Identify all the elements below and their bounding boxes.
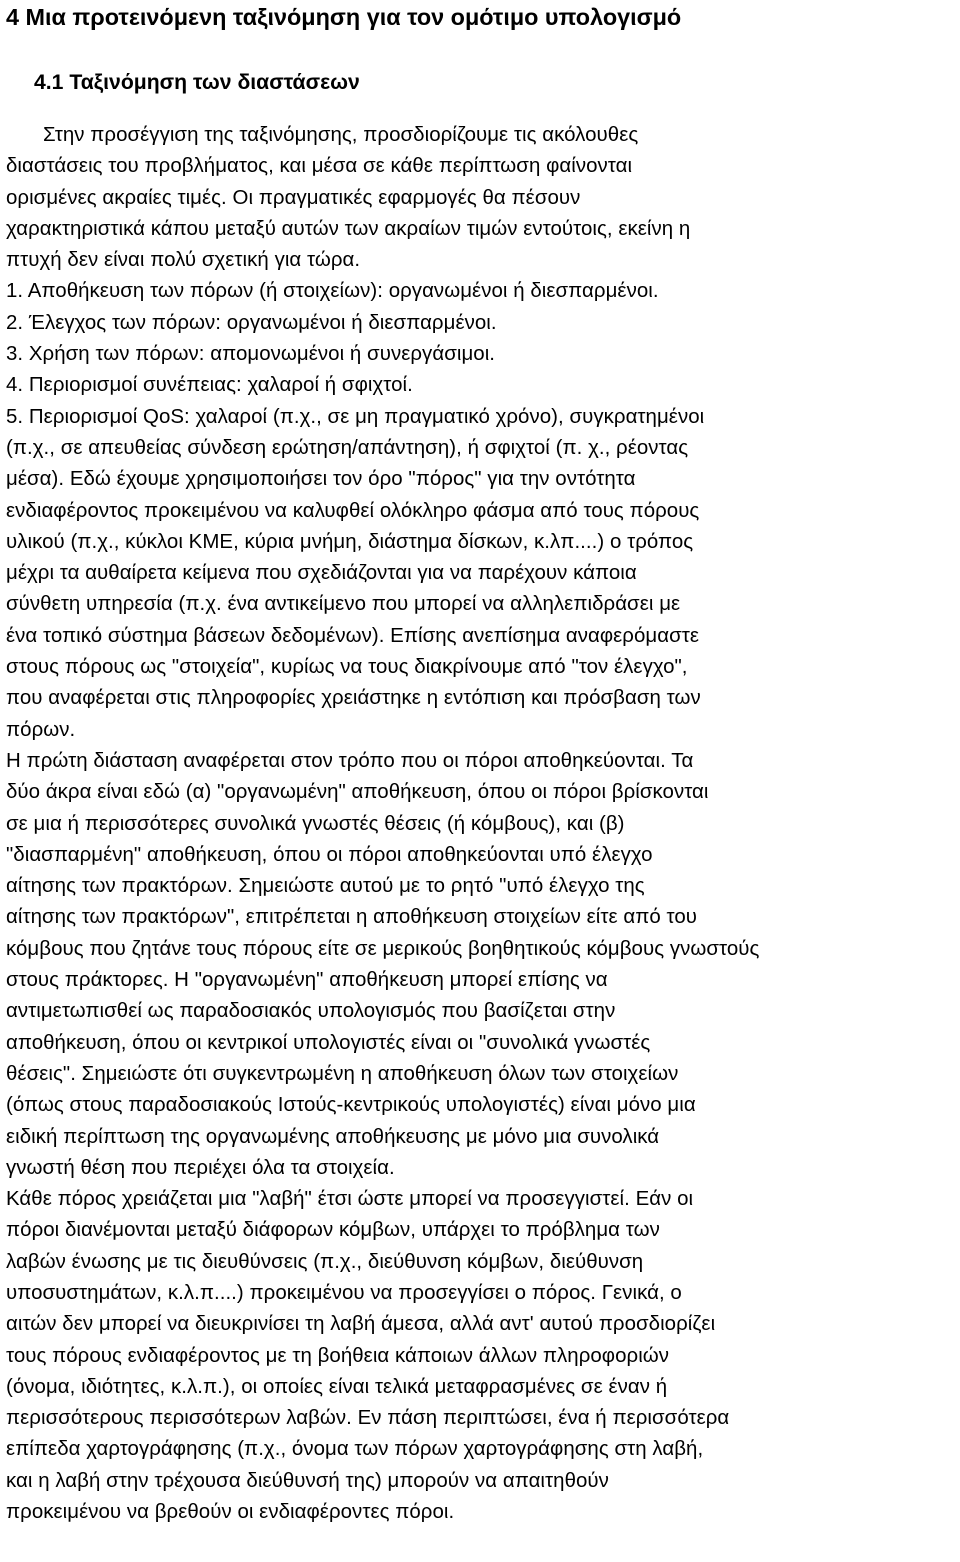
text-line: αντιμετωπισθεί ως παραδοσιακός υπολογισμός που βασίζεται στην (6, 999, 616, 1023)
text-line: (π.χ., σε απευθείας σύνδεση ερώτηση/απάντηση), ή σφιχτοί (π. χ., ρέοντας (6, 435, 689, 459)
body-text (6, 112, 956, 1527)
text-line: μέχρι τα αυθαίρετα κείμενα που σχεδιάζονται για να παρέχουν κάποια (6, 561, 637, 585)
text-line: αίτησης των πρακτόρων. Σημειώστε αυτού με το ρητό "υπό έλεγχο της (6, 874, 645, 898)
list-item-1: 1. Αποθήκευση των πόρων (ή στοιχείων): οργανωμένοι ή διεσπαρμένοι. (6, 279, 659, 303)
text-line: και η λαβή στην τρέχουσα διεύθυνσή της) μπορούν να απαιτηθούν (6, 1468, 609, 1492)
list-item-3: 3. Χρήση των πόρων: απομονωμένοι ή συνεργάσιμοι. (6, 342, 496, 366)
text-line: (όπως στους παραδοσιακούς Ιστούς-κεντρικούς υπολογιστές) είναι μόνο μια (6, 1093, 696, 1117)
text-line: ενδιαφέροντος προκειμένου να καλυφθεί ολόκληρο φάσμα από τους πόρους (6, 498, 700, 522)
text-line: "διασπαρμένη" αποθήκευση, όπου οι πόροι αποθηκεύονται υπό έλεγχο (6, 842, 653, 866)
text-line: χαρακτηριστικά κάπου μεταξύ αυτών των ακραίων τιμών εντούτοις, εκείνη η (6, 216, 691, 240)
text-line: (όνομα, ιδιότητες, κ.λ.π.), οι οποίες είναι τελικά μεταφρασμένες σε έναν ή (6, 1374, 668, 1398)
text-line: τους πόρους ενδιαφέροντος με τη βοήθεια κάποιων άλλων πληροφοριών (6, 1343, 670, 1367)
text-line: αίτησης των πρακτόρων", επιτρέπεται η αποθήκευση στοιχείων είτε από του (6, 905, 697, 929)
text-line: γνωστή θέση που περιέχει όλα τα στοιχεία. (6, 1155, 395, 1179)
text-line: ένα τοπικό σύστημα βάσεων δεδομένων). Επίσης ανεπίσημα αναφερόμαστε (6, 623, 700, 647)
text-line: λαβών ένωσης με τις διευθύνσεις (π.χ., διεύθυνση κόμβων, διεύθυνση (6, 1249, 644, 1273)
text-line: στους πόρους ως "στοιχεία", κυρίως να τους διακρίνουμε από "τον έλεγχο", (6, 655, 688, 679)
text-line: Στην προσέγγιση της ταξινόμησης, προσδιορίζουμε τις ακόλουθες (43, 123, 639, 146)
chapter-heading: 4 Μια προτεινόμενη ταξινόμηση για τον ομότιμο υπολογισμό (6, 4, 682, 30)
text-line: σύνθετη υπηρεσία (π.χ. ένα αντικείμενο που μπορεί να αλληλεπιδράσει με (6, 592, 681, 616)
text-line: υλικού (π.χ., κύκλοι ΚΜΕ, κύρια μνήμη, διάστημα δίσκων, κ.λπ....) ο τρόπος (6, 529, 694, 553)
list-item-2: 2. Έλεγχος των πόρων: οργανωμένοι ή διεσπαρμένοι. (6, 310, 497, 334)
text-line: που αναφέρεται στις πληροφορίες χρειάστηκε η εντόπιση και πρόσβαση των (6, 686, 701, 710)
text-line: θέσεις". Σημειώστε ότι συγκεντρωμένη η αποθήκευση όλων των στοιχείων (6, 1061, 679, 1085)
text-line: περισσότερους περισσότερων λαβών. Εν πάση περιπτώσει, ένα ή περισσότερα (6, 1406, 730, 1430)
text-line: πόροι διανέμονται μεταξύ διάφορων κόμβων, υπάρχει το πρόβλημα των (6, 1218, 660, 1242)
section-heading: 4.1 Ταξινόμηση των διαστάσεων (34, 71, 360, 94)
text-line: κόμβους που ζητάνε τους πόρους είτε σε μερικούς βοηθητικούς κόμβους γνωστούς (6, 936, 760, 960)
text-line: αποθήκευση, όπου οι κεντρικοί υπολογιστές είναι οι "συνολικά γνωστές (6, 1030, 651, 1054)
text-line: πόρων. (6, 717, 76, 741)
text-line: επίπεδα χαρτογράφησης (π.χ., όνομα των πόρων χαρτογράφησης στη λαβή, (6, 1437, 704, 1461)
text-line: Η πρώτη διάσταση αναφέρεται στον τρόπο που οι πόροι αποθηκεύονται. Τα (6, 748, 694, 772)
text-line: μέσα). Εδώ έχουμε χρησιμοποιήσει τον όρο "πόρος" για την οντότητα (6, 467, 636, 491)
text-line: σε μια ή περισσότερες συνολικά γνωστές θέσεις (ή κόμβους), και (β) (6, 811, 625, 835)
text-line: πτυχή δεν είναι πολύ σχετική για τώρα. (6, 248, 361, 272)
text-line: Κάθε πόρος χρειάζεται μια "λαβή" έτσι ώστε μπορεί να προσεγγιστεί. Εάν οι (6, 1187, 694, 1211)
text-line: ορισμένες ακραίες τιμές. Οι πραγματικές εφαρμογές θα πέσουν (6, 185, 581, 209)
text-line: προκειμένου να βρεθούν οι ενδιαφέροντες πόροι. (6, 1500, 455, 1524)
text-line: υποσυστημάτων, κ.λ.π....) προκειμένου να προσεγγίσει ο πόρος. Γενικά, ο (6, 1280, 682, 1304)
text-line: αιτών δεν μπορεί να διευκρινίσει τη λαβή άμεσα, αλλά αντ' αυτού προσδιορίζει (6, 1312, 716, 1336)
text-line: στους πράκτορες. Η "οργανωμένη" αποθήκευση μπορεί επίσης να (6, 968, 608, 992)
list-item-5: 5. Περιορισμοί QoS: χαλαροί (π.χ., σε μη πραγματικό χρόνο), συγκρατημένοι (6, 404, 705, 428)
text-line: δύο άκρα είναι εδώ (α) "οργανωμένη" αποθήκευση, όπου οι πόροι βρίσκονται (6, 780, 709, 804)
list-item-4: 4. Περιορισμοί συνέπειας: χαλαροί ή σφιχτοί. (6, 373, 413, 397)
document-page (6, 0, 956, 1527)
text-line: ειδική περίπτωση της οργανωμένης αποθήκευσης με μόνο μια συνολικά (6, 1124, 660, 1148)
text-line: διαστάσεις του προβλήματος, και μέσα σε κάθε περίπτωση φαίνονται (6, 154, 633, 178)
